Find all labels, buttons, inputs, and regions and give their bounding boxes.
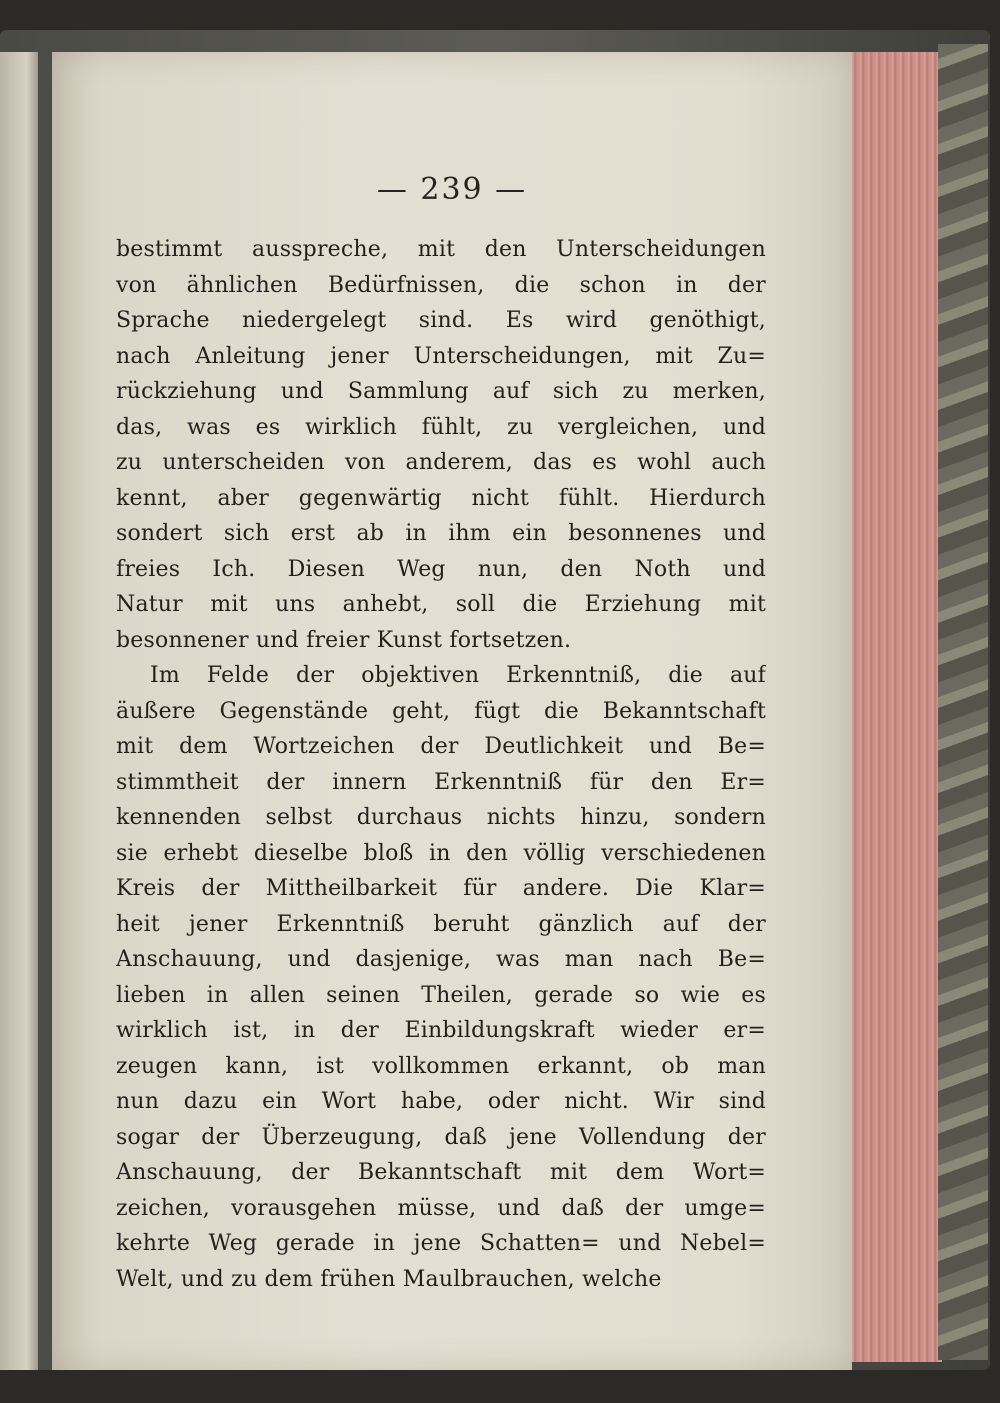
text-line: Sprache niedergelegt sind. Es wird genöthigt, [116, 308, 766, 333]
text-line: Anschauung, und dasjenige, was man nach Be= [116, 947, 766, 972]
text-line: das, was es wirklich fühlt, zu vergleichen, und [116, 414, 766, 440]
text-line: Natur mit uns anhebt, soll die Erziehung mit [116, 592, 766, 617]
text-line: freies Ich. Diesen Weg nun, den Noth und [116, 556, 766, 582]
text-line: Kreis der Mittheilbarkeit für andere. Die Klar= [116, 876, 766, 901]
text-line: nun dazu ein Wort habe, oder nicht. Wir sind [116, 1089, 766, 1114]
body-text [116, 232, 766, 1297]
text-line: Anschauung, der Bekanntschaft mit dem Wort= [116, 1160, 766, 1185]
left-page-edge [0, 52, 38, 1370]
text-line: mit dem Wortzeichen der Deutlichkeit und Be= [116, 734, 766, 759]
text-line: heit jener Erkenntniß beruht gänzlich auf der [116, 911, 766, 937]
page-edges [848, 52, 942, 1362]
text-line: sondert sich erst ab in ihm ein besonnenes und [116, 521, 766, 546]
text-line: kehrte Weg gerade in jene Schatten= und Nebel= [116, 1231, 766, 1256]
text-line: rückziehung und Sammlung auf sich zu merken, [116, 379, 766, 404]
text-line: Welt, und zu dem frühen Maulbrauchen, welche [116, 1266, 662, 1292]
text-line: zeugen kann, ist vollkommen erkannt, ob man [116, 1053, 766, 1079]
text-line: von ähnlichen Bedürfnissen, die schon in der [116, 272, 766, 298]
text-line: zu unterscheiden von anderem, das es wohl auch [116, 450, 766, 475]
text-line: sie erhebt dieselbe bloß in den völlig verschiedenen [116, 840, 766, 866]
text-line: sogar der Überzeugung, daß jene Vollendung der [116, 1124, 766, 1150]
text-line: äußere Gegenstände geht, fügt die Bekanntschaft [116, 698, 766, 724]
text-line: Im Felde der objektiven Erkenntniß, die auf [150, 663, 766, 688]
text-line: nach Anleitung jener Unterscheidungen, mit Zu= [116, 343, 766, 369]
text-line: lieben in allen seinen Theilen, gerade so wie es [116, 982, 766, 1008]
text-line: kennt, aber gegenwärtig nicht fühlt. Hierdurch [116, 485, 766, 511]
text-line: stimmtheit der innern Erkenntniß für den Er= [116, 769, 766, 795]
book-page [52, 52, 852, 1370]
text-line: bestimmt ausspreche, mit den Unterscheidungen [116, 237, 766, 262]
marbled-cover-edge [938, 44, 988, 1360]
text-line: zeichen, vorausgehen müsse, und daß der umge= [116, 1195, 766, 1221]
text-line: kennenden selbst durchaus nichts hinzu, sondern [116, 805, 766, 830]
page-number: — 239 — [376, 172, 528, 207]
text-line: wirklich ist, in der Einbildungskraft wieder er= [116, 1018, 766, 1043]
text-line: besonnener und freier Kunst fortsetzen. [116, 627, 572, 653]
